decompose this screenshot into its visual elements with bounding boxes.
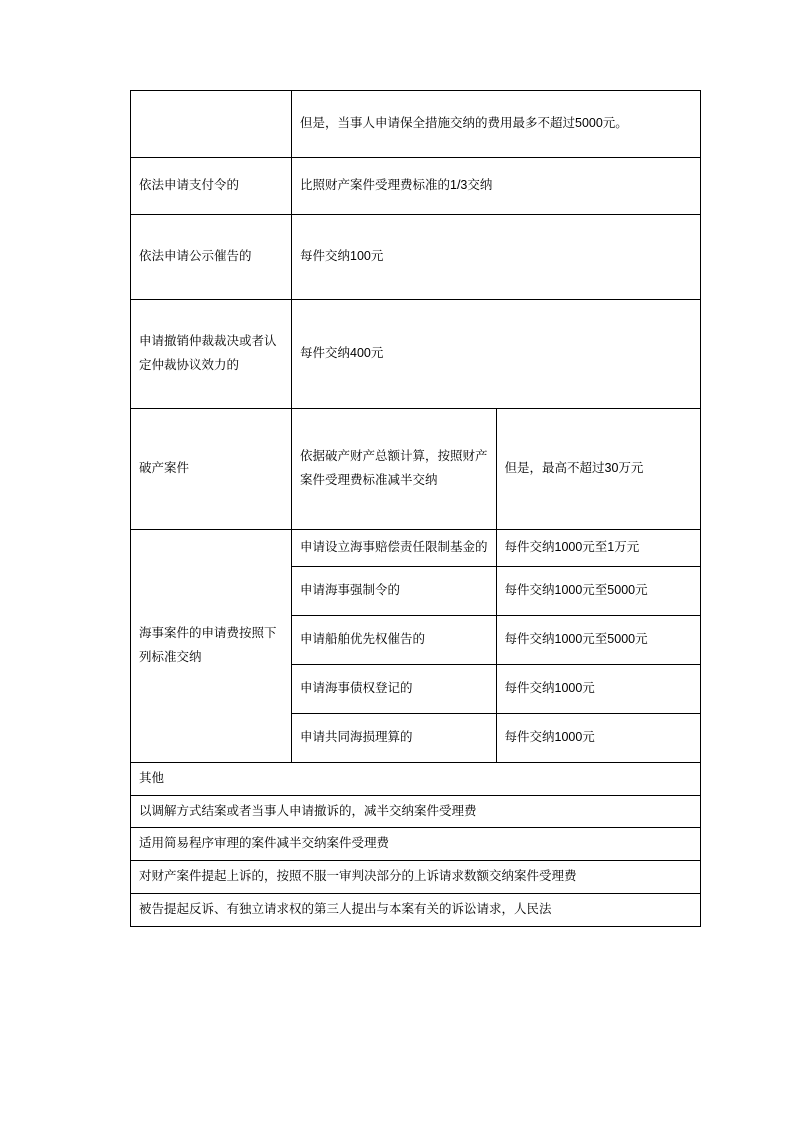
row-content-pochan: 依据破产财产总额计算，按照财产案件受理费标准减半交纳	[292, 409, 497, 530]
table-row	[131, 91, 701, 158]
other-paragraph: 以调解方式结案或者当事人申请撤诉的，减半交纳案件受理费	[131, 795, 701, 828]
table-row	[131, 762, 701, 795]
maritime-item-fee: 每件交纳1000元	[496, 713, 701, 762]
other-paragraph: 对财产案件提起上诉的，按照不服一审判决部分的上诉请求数额交纳案件受理费	[131, 861, 701, 894]
maritime-item-fee: 每件交纳1000元至5000元	[496, 566, 701, 615]
row-label-gongshi: 依法申请公示催告的	[131, 215, 292, 300]
row-label-maritime: 海事案件的申请费按照下列标准交纳	[131, 530, 292, 763]
maritime-item-name: 申请共同海损理算的	[292, 713, 497, 762]
table-row	[131, 861, 701, 894]
table-row	[131, 158, 701, 215]
table-row	[131, 795, 701, 828]
row-content-baoquan: 但是，当事人申请保全措施交纳的费用最多不超过5000元。	[292, 91, 701, 158]
row-extra-pochan: 但是，最高不超过30万元	[496, 409, 701, 530]
table-row	[131, 828, 701, 861]
table-row	[131, 530, 701, 567]
table-row	[131, 409, 701, 530]
maritime-item-name: 申请设立海事赔偿责任限制基金的	[292, 530, 497, 567]
row-label-baoquan	[131, 91, 292, 158]
table-row	[131, 215, 701, 300]
row-label-zhongcai: 申请撤销仲裁裁决或者认定仲裁协议效力的	[131, 300, 292, 409]
fee-standard-table	[130, 90, 701, 927]
row-content-zhifuling: 比照财产案件受理费标准的1/3交纳	[292, 158, 701, 215]
row-content-zhongcai: 每件交纳400元	[292, 300, 701, 409]
table-row	[131, 893, 701, 926]
maritime-item-name: 申请船舶优先权催告的	[292, 615, 497, 664]
maritime-item-fee: 每件交纳1000元至1万元	[496, 530, 701, 567]
other-heading: 其他	[131, 762, 701, 795]
other-paragraph: 被告提起反诉、有独立请求权的第三人提出与本案有关的诉讼请求，人民法	[131, 893, 701, 926]
table-row	[131, 300, 701, 409]
maritime-item-fee: 每件交纳1000元	[496, 664, 701, 713]
other-paragraph: 适用简易程序审理的案件减半交纳案件受理费	[131, 828, 701, 861]
maritime-item-fee: 每件交纳1000元至5000元	[496, 615, 701, 664]
row-label-zhifuling: 依法申请支付令的	[131, 158, 292, 215]
maritime-item-name: 申请海事强制令的	[292, 566, 497, 615]
row-label-pochan: 破产案件	[131, 409, 292, 530]
row-content-gongshi: 每件交纳100元	[292, 215, 701, 300]
maritime-item-name: 申请海事债权登记的	[292, 664, 497, 713]
